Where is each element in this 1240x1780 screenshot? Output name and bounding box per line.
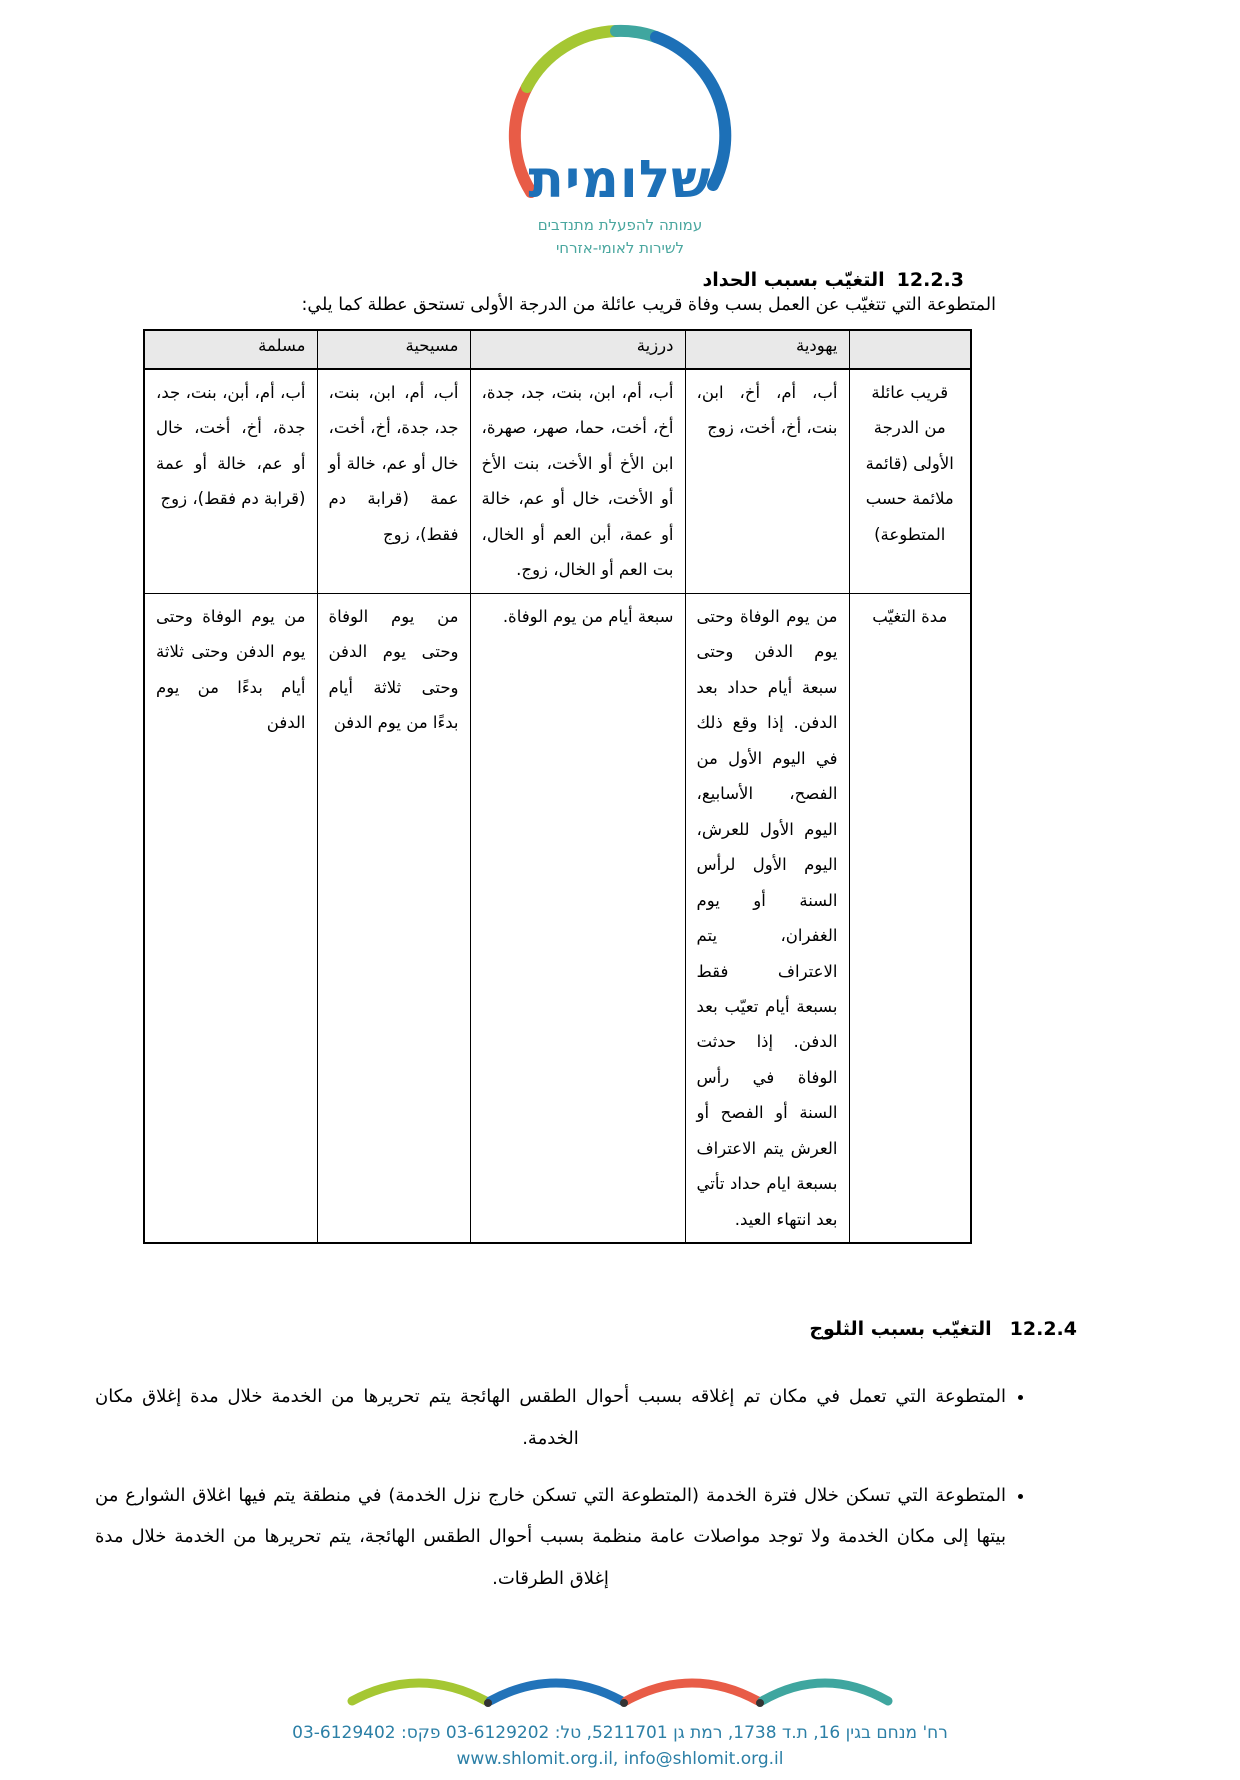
- mourning-intro-paragraph: المتطوعة التي تتغيّب عن العمل بسب وفاة قريب عائلة من الدرجة الأولى تستحق عطلة كما يلي:: [301, 295, 996, 315]
- logo-arc-green-segment: [527, 31, 616, 87]
- column-header-corner: [849, 330, 971, 369]
- table-row-relatives: [144, 369, 971, 593]
- table-row-duration: [144, 593, 971, 1243]
- wave-teal-arc: [762, 1683, 888, 1701]
- cell-relatives-christian: أب، أم، ابن، بنت، جد، جدة، أخ، أخت، خال أو عم، خالة أو عمة (قرابة دم فقط)، زوج: [317, 369, 470, 593]
- row-label-duration: مدة التغيّب: [849, 593, 971, 1243]
- cell-relatives-druze: أب، أم، ابن، بنت، جد، جدة، أخ، أخت، حما، صهر، صهرة، ابن الأخ أو الأخت، بنت الأخ أو الأخت، خال أو عم، خالة أو عمة، أبن العم أو الخال، بت العم أو الخال، زوج.: [470, 369, 685, 593]
- wave-blue-arc: [490, 1683, 622, 1701]
- logo-brand-text: שלומית: [528, 150, 712, 210]
- wave-green-arc: [352, 1683, 486, 1701]
- logo-art: [450, 26, 790, 210]
- cell-duration-muslim: من يوم الوفاة وحتى يوم الدفن وحتى ثلاثة أيام بدءًا من يوم الدفن: [144, 593, 317, 1243]
- cell-duration-christian: من يوم الوفاة وحتى يوم الدفن وحتى ثلاثة أيام بدءًا من يوم الدفن: [317, 593, 470, 1243]
- cell-duration-druze: سبعة أيام من يوم الوفاة.: [470, 593, 685, 1243]
- logo-subtitle-line1: עמותה להפעלת מתנדבים: [537, 216, 703, 234]
- footer-address: רח' מנחם בגין 16, ת.ד 1738, רמת גן 5211701, טל: 03-6129202 פקס: 03-6129402: [292, 1723, 948, 1744]
- section-mourning-title: [0, 269, 964, 291]
- section-mourning-title-text: التغيّب بسبب الحداد: [702, 269, 885, 291]
- cell-relatives-muslim: أب، أم، أبن، بنت، جد، جدة، أخ، أخت، خال أو عم، خالة أو عمة (قرابة دم فقط)، زوج: [144, 369, 317, 593]
- cell-relatives-jewish: أب، أم، أخ، ابن، بنت، أخ، أخت، زوج: [685, 369, 849, 593]
- column-header-muslim: مسلمة: [144, 330, 317, 369]
- snow-bullet-1: • المتطوعة التي تعمل في مكان تم إغلاقه بسبب أحوال الطقس الهائجة يتم تحريرها من الخدمة خلال مدة إغلاق مكان الخدمة.: [95, 1376, 1006, 1459]
- section-snow-title-text: التغيّب بسبب الثلوج: [809, 1318, 992, 1341]
- footer-wave-decoration: [340, 1661, 900, 1711]
- snow-bullet-2: • المتطوعة التي تسكن خلال فترة الخدمة (المتطوعة التي تسكن خارج نزل الخدمة) في منطقة يتم فيها اغلاق الشوارع من بيتها إلى مكان الخدمة ولا توجد مواصلات عامة منظمة بسبب أحوال الطقس الهائجة، يتم تحريرها من الخدمة خلال مدة إغلاق الطرقات.: [95, 1475, 1006, 1599]
- column-header-christian: مسيحية: [317, 330, 470, 369]
- table-header-row: [144, 330, 971, 369]
- snow-bullet-list: [95, 1376, 1040, 1599]
- document-page: [0, 26, 1240, 1780]
- section-snow-number: 12.2.4: [1009, 1318, 1077, 1341]
- logo-subtitle-line2: לשירות לאומי-אזרחי: [555, 238, 685, 257]
- cell-duration-jewish: من يوم الوفاة وحتى يوم الدفن وحتى سبعة أيام حداد بعد الدفن. إذا وقع ذلك في اليوم الأول من الفصح، الأسابيع، اليوم الأول للعرش، اليوم الأول لرأس السنة أو يوم الغفران، يتم الاعتراف فقط بسبعة أيام تعيّب بعد الدفن. إذا حدثت الوفاة في رأس السنة أو الفصح أو العرش يتم الاعتراف بسبعة ايام حداد تأتي بعد انتهاء العيد.: [685, 593, 849, 1243]
- wave-dot-3: [756, 1699, 764, 1707]
- section-mourning-number: 12.2.3: [896, 269, 964, 291]
- logo: [440, 26, 800, 259]
- logo-subtitle: [440, 214, 800, 259]
- mourning-leave-table: [143, 329, 972, 1244]
- wave-dot-2: [620, 1699, 628, 1707]
- logo-arc-teal-segment: [616, 31, 656, 37]
- wave-dot-1: [484, 1699, 492, 1707]
- column-header-druze: درزية: [470, 330, 685, 369]
- column-header-jewish: يهودية: [685, 330, 849, 369]
- wave-red-arc: [626, 1683, 758, 1701]
- footer-website-email: www.shlomit.org.il, info@shlomit.org.il: [456, 1749, 784, 1770]
- row-label-relatives: قريب عائلة من الدرجة الأولى (قائمة ملائمة حسب المتطوعة): [849, 369, 971, 593]
- section-snow-title: [0, 1318, 1077, 1340]
